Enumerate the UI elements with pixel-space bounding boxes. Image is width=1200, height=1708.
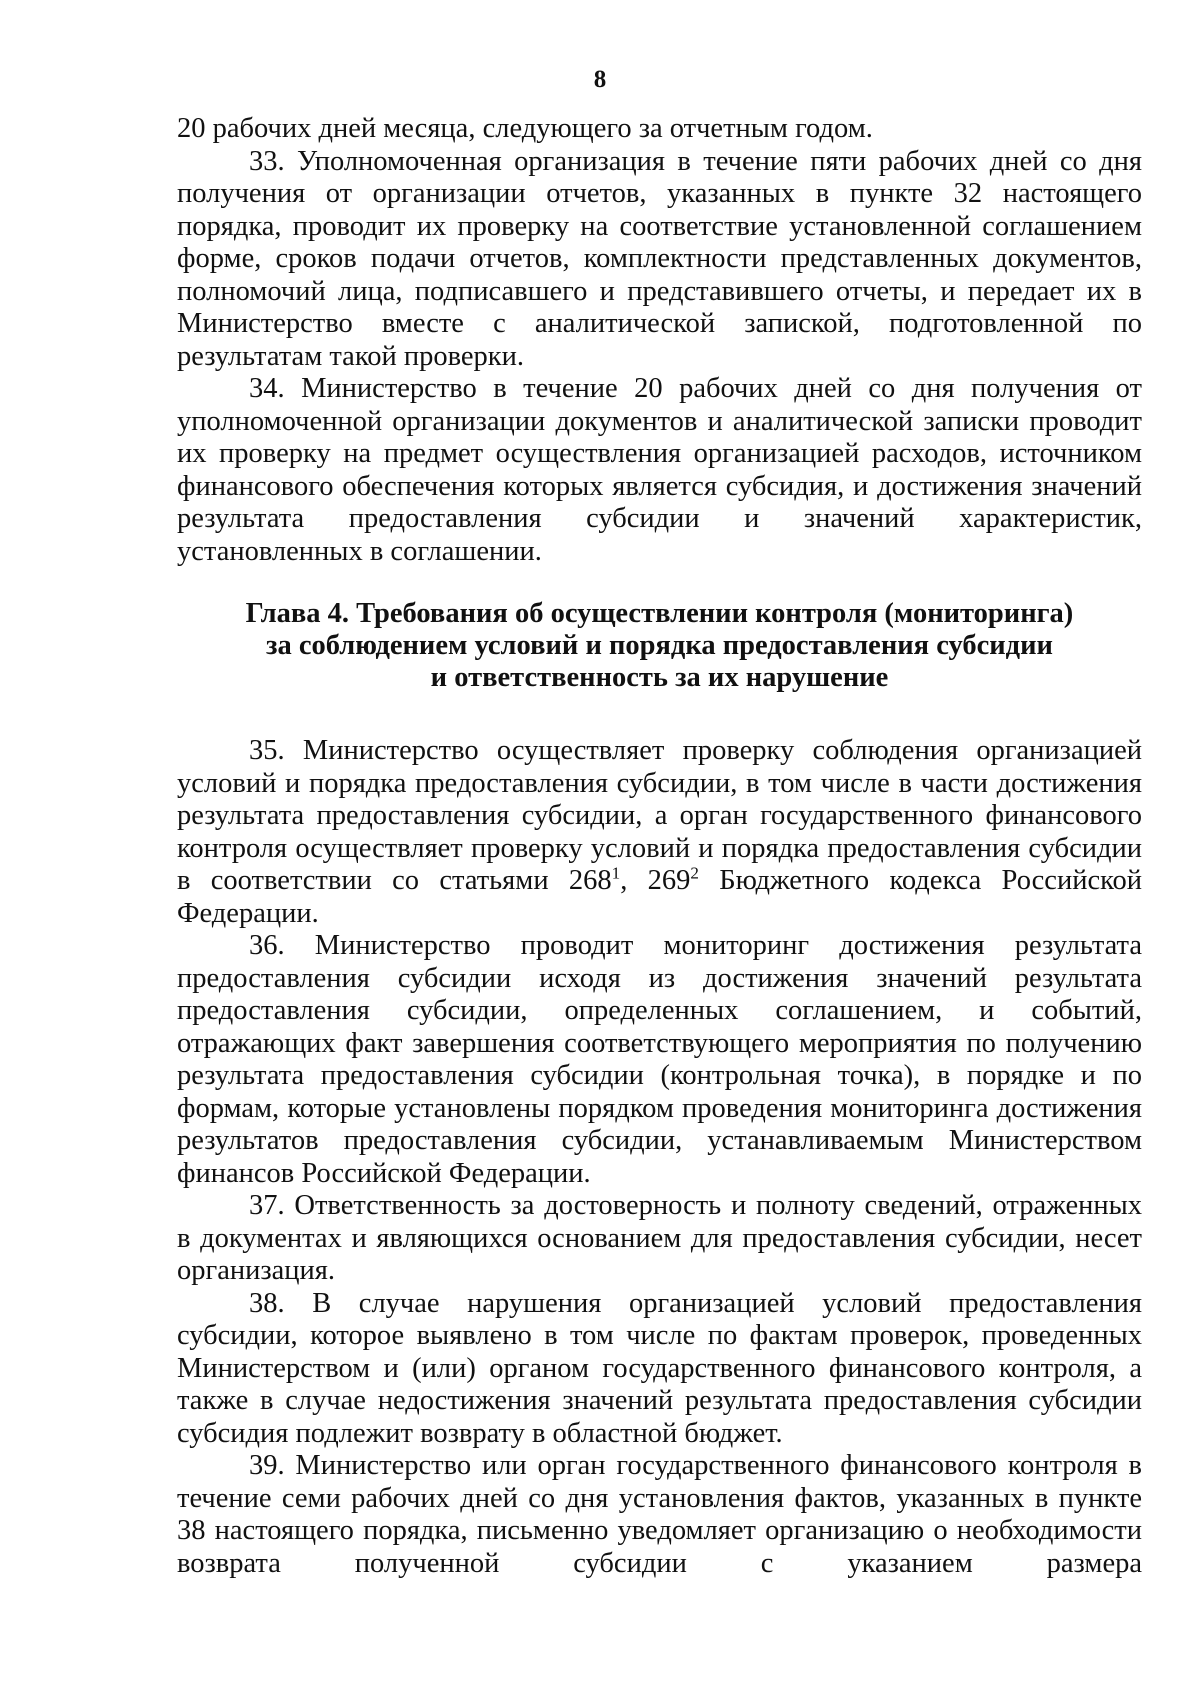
superscript: 2 [690,863,699,883]
chapter-heading-line: за соблюдением условий и порядка предоставления субсидии [266,630,1053,661]
document-body [177,113,1142,1580]
paragraph-35 [177,735,1142,930]
paragraph-33: 33. Уполномоченная организация в течение пяти рабочих дней со дня получения от организации отчетов, указанных в пункте 32 настоящего порядка, проводит их проверку на соответствие установленной соглашением форме, сроков подачи отчетов, комплектности представленных документов, полномочий лица, подписавшего и представившего отчеты, и передает их в Министерство вместе с аналитической запиской, подготовленной по результатам такой проверки. [177,145,1142,372]
chapter-heading-line: и ответственность за их нарушение [430,662,889,693]
paragraph-32-continuation: 20 рабочих дней месяца, следующего за отчетным годом. [177,113,873,144]
chapter-heading-line: Глава 4. Требования об осуществлении контроля (мониторинга) [245,598,1074,629]
chapter-4-heading [177,598,1142,694]
superscript: 1 [611,863,621,883]
paragraph-34: 34. Министерство в течение 20 рабочих дней со дня получения от уполномоченной организации документов и аналитической записки проводит их проверку на предмет осуществления организацией расходов, источником финансового обеспечения которых является субсидия, и достижения значений результата предоставления субсидии и значений характеристик, установленных в соглашении. [177,373,1142,567]
paragraph-36: 36. Министерство проводит мониторинг достижения результата предоставления субсидии исходя из достижения значений результата предоставления субсидии, определенных соглашением, и событий, отражающих факт завершения соответствующего мероприятия по получению результата предоставления субсидии (контрольная точка), в порядке и по формам, которые установлены порядком проведения мониторинга достижения результатов предоставления субсидии, устанавливаемым Министерством финансов Российской Федерации. [177,930,1142,1189]
paragraph-38: 38. В случае нарушения организацией условий предоставления субсидии, которое выявлено в том числе по фактам проверок, проведенных Министерством и (или) органом государственного финансового контроля, а также в случае недостижения значений результата предоставления субсидии субсидия подлежит возврату в областной бюджет. [177,1287,1142,1449]
paragraph-35-text: , 269 [620,865,691,896]
paragraph-35-text: 35. Министерство осуществляет проверку соблюдения организацией условий и порядка предоставления субсидии, в том числе в части достижения результата предоставления субсидии, а орган государственного финансового контроля осуществляет проверку условий и порядка предоставления субсидии в соответствии со статьями 268 [177,735,1142,896]
paragraph-39: 39. Министерство или орган государственного финансового контроля в течение семи рабочих дней со дня установления фактов, указанных в пункте 38 настоящего порядка, письменно уведомляет организацию о необходимости возврата полученной субсидии с указанием размера [177,1450,1142,1579]
paragraph-35-text: Бюджетного кодекса Российской Федерации. [177,865,1143,929]
paragraph-37: 37. Ответственность за достоверность и полноту сведений, отраженных в документах и являющихся основанием для предоставления субсидии, несет организация. [177,1190,1142,1286]
page-number: 8 [593,66,607,93]
